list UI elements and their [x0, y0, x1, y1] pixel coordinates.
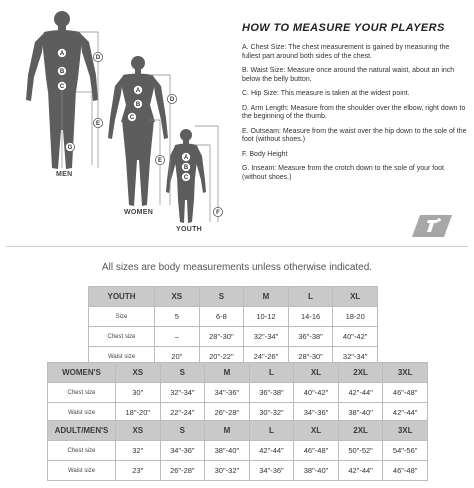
table-cell: 36"-38" [288, 327, 333, 347]
table-cell: 30" [116, 383, 161, 403]
header-cell: S [199, 287, 244, 307]
svg-text:D: D [169, 97, 175, 103]
womens-size-table [47, 362, 428, 423]
table-cell: 42"-44" [249, 441, 294, 461]
table-cell: 42"-44" [383, 403, 428, 423]
header-cell: S [160, 363, 205, 383]
section-divider [6, 246, 468, 247]
svg-text:C: C [129, 115, 135, 121]
table-cell: 14-16 [288, 307, 333, 327]
header-cell: L [249, 421, 294, 441]
header-cell: XL [294, 421, 339, 441]
marker-f-youth [213, 207, 222, 216]
table-cell: 28"-30" [199, 327, 244, 347]
marker-e-women [155, 155, 164, 164]
table-cell: 10-12 [244, 307, 289, 327]
instructions-title: HOW TO MEASURE YOUR PLAYERS [242, 22, 445, 34]
header-cell: XL [333, 287, 378, 307]
row-label: Waist size [89, 347, 155, 367]
header-cell: XS [116, 363, 161, 383]
table-cell: 20" [155, 347, 200, 367]
table-cell: 32" [116, 441, 161, 461]
header-cell: 2XL [338, 421, 383, 441]
table-cell: 46"-48" [294, 441, 339, 461]
table-cell: 46"-48" [383, 461, 428, 481]
row-label: Chest size [89, 327, 155, 347]
table-cell: 50"-52" [338, 441, 383, 461]
instruction-arm: D. Arm Length: Measure from the shoulder over the elbow, right down to the beginning of the thumb. [242, 104, 466, 120]
table-cell: 5 [155, 307, 200, 327]
marker-d-women [167, 94, 176, 103]
row-label: Chest size [48, 441, 116, 461]
table-cell: 42"-44" [338, 383, 383, 403]
svg-text:G: G [67, 145, 73, 151]
row-label: Waist size [48, 403, 116, 423]
instruction-chest: A. Chest Size: The chest measurement is gained by measuring the fullest part around both sides of the chest. [242, 44, 450, 60]
table-cell: 24"-26" [244, 347, 289, 367]
women-label: WOMEN [124, 209, 154, 216]
adult-mens-category: ADULT/MEN'S [48, 421, 116, 441]
table-cell: 34"-36" [294, 403, 339, 423]
body-figures-svg [0, 0, 235, 240]
marker-a-women [133, 85, 142, 94]
svg-text:C: C [183, 175, 189, 181]
instruction-height: F. Body Height [242, 150, 288, 158]
table-cell: 40"-42" [333, 327, 378, 347]
table-header-row [89, 287, 378, 307]
table-cell: 23" [116, 461, 161, 481]
table-cell: 40"-42" [294, 383, 339, 403]
table-row [48, 383, 428, 403]
table-cell: 30"-32" [249, 403, 294, 423]
svg-text:E: E [95, 121, 101, 127]
marker-b-youth [181, 162, 190, 171]
body-figures-illustration [0, 0, 235, 240]
table-cell: 54"-56" [383, 441, 428, 461]
instruction-outseam: E. Outseam: Measure from the waist over the hip down to the sole of the foot (without shoes.) [242, 127, 467, 143]
marker-a-men [57, 48, 66, 57]
header-cell: L [249, 363, 294, 383]
header-cell: S [160, 421, 205, 441]
body-measurement-note: All sizes are body measurements unless otherwise indicated. [101, 262, 373, 273]
header-cell: M [205, 421, 250, 441]
marker-a-youth [181, 152, 190, 161]
table-cell: 34"-36" [160, 441, 205, 461]
brand-logo-icon [412, 215, 452, 237]
measurement-instructions [242, 22, 467, 188]
marker-g-men [65, 142, 74, 151]
table-cell: – [155, 327, 200, 347]
table-cell: 18"-20" [116, 403, 161, 423]
table-cell: 32"-34" [160, 383, 205, 403]
marker-c-women [127, 112, 136, 121]
instruction-waist: B. Waist Size: Measure once around the natural waist, about an inch below the belly button. [242, 67, 455, 83]
table-header-row [48, 363, 428, 383]
table-cell: 42"-44" [338, 461, 383, 481]
table-cell: 30"-32" [205, 461, 250, 481]
header-cell: M [244, 287, 289, 307]
header-cell: XL [294, 363, 339, 383]
svg-text:B: B [59, 69, 65, 75]
adult-mens-size-table [47, 420, 428, 481]
table-header-row [48, 421, 428, 441]
youth-label: YOUTH [176, 226, 202, 233]
table-cell: 18-20 [333, 307, 378, 327]
svg-text:C: C [59, 84, 65, 90]
header-cell: 3XL [383, 421, 428, 441]
marker-d-men [93, 52, 102, 61]
svg-text:B: B [135, 102, 141, 108]
svg-text:E: E [157, 158, 163, 164]
table-row [89, 327, 378, 347]
youth-size-table [88, 286, 378, 367]
marker-b-women [133, 99, 142, 108]
header-cell: 2XL [338, 363, 383, 383]
table-cell: 46"-48" [383, 383, 428, 403]
marker-e-men [93, 118, 102, 127]
header-cell: 3XL [383, 363, 428, 383]
row-label: Chest size [48, 383, 116, 403]
row-label: Waist size [48, 461, 116, 481]
marker-b-men [57, 66, 66, 75]
table-cell: 6-8 [199, 307, 244, 327]
table-cell: 32"-34" [333, 347, 378, 367]
table-cell: 36"-38" [249, 383, 294, 403]
instruction-inseam: G. Inseam: Measure from the crotch down to the sole of your foot (without shoes.) [242, 165, 444, 181]
table-cell: 20"-22" [199, 347, 244, 367]
svg-text:D: D [95, 55, 101, 61]
svg-text:A: A [59, 51, 65, 57]
table-cell: 38"-40" [294, 461, 339, 481]
header-cell: XS [116, 421, 161, 441]
table-cell: 38"-40" [338, 403, 383, 423]
svg-text:F: F [216, 210, 220, 216]
header-cell: M [205, 363, 250, 383]
svg-text:A: A [135, 88, 141, 94]
table-cell: 34"-36" [249, 461, 294, 481]
table-cell: 34"-36" [205, 383, 250, 403]
svg-text:A: A [183, 155, 189, 161]
table-row [89, 307, 378, 327]
table-cell: 32"-34" [244, 327, 289, 347]
table-cell: 28"-30" [288, 347, 333, 367]
table-cell: 26"-28" [205, 403, 250, 423]
men-label: MEN [56, 171, 73, 178]
woman-figure [108, 56, 168, 206]
marker-c-men [57, 81, 66, 90]
row-label: Size [89, 307, 155, 327]
table-row [48, 461, 428, 481]
table-row [48, 441, 428, 461]
header-cell: L [288, 287, 333, 307]
table-cell: 22"-24" [160, 403, 205, 423]
marker-c-youth [181, 172, 190, 181]
womens-category: WOMEN'S [48, 363, 116, 383]
header-cell: XS [155, 287, 200, 307]
svg-text:B: B [183, 165, 189, 171]
table-cell: 38"-40" [205, 441, 250, 461]
instruction-hip: C. Hip Size: This measure is taken at the widest point. [242, 90, 410, 97]
table-cell: 26"-28" [160, 461, 205, 481]
youth-category: YOUTH [89, 287, 155, 307]
